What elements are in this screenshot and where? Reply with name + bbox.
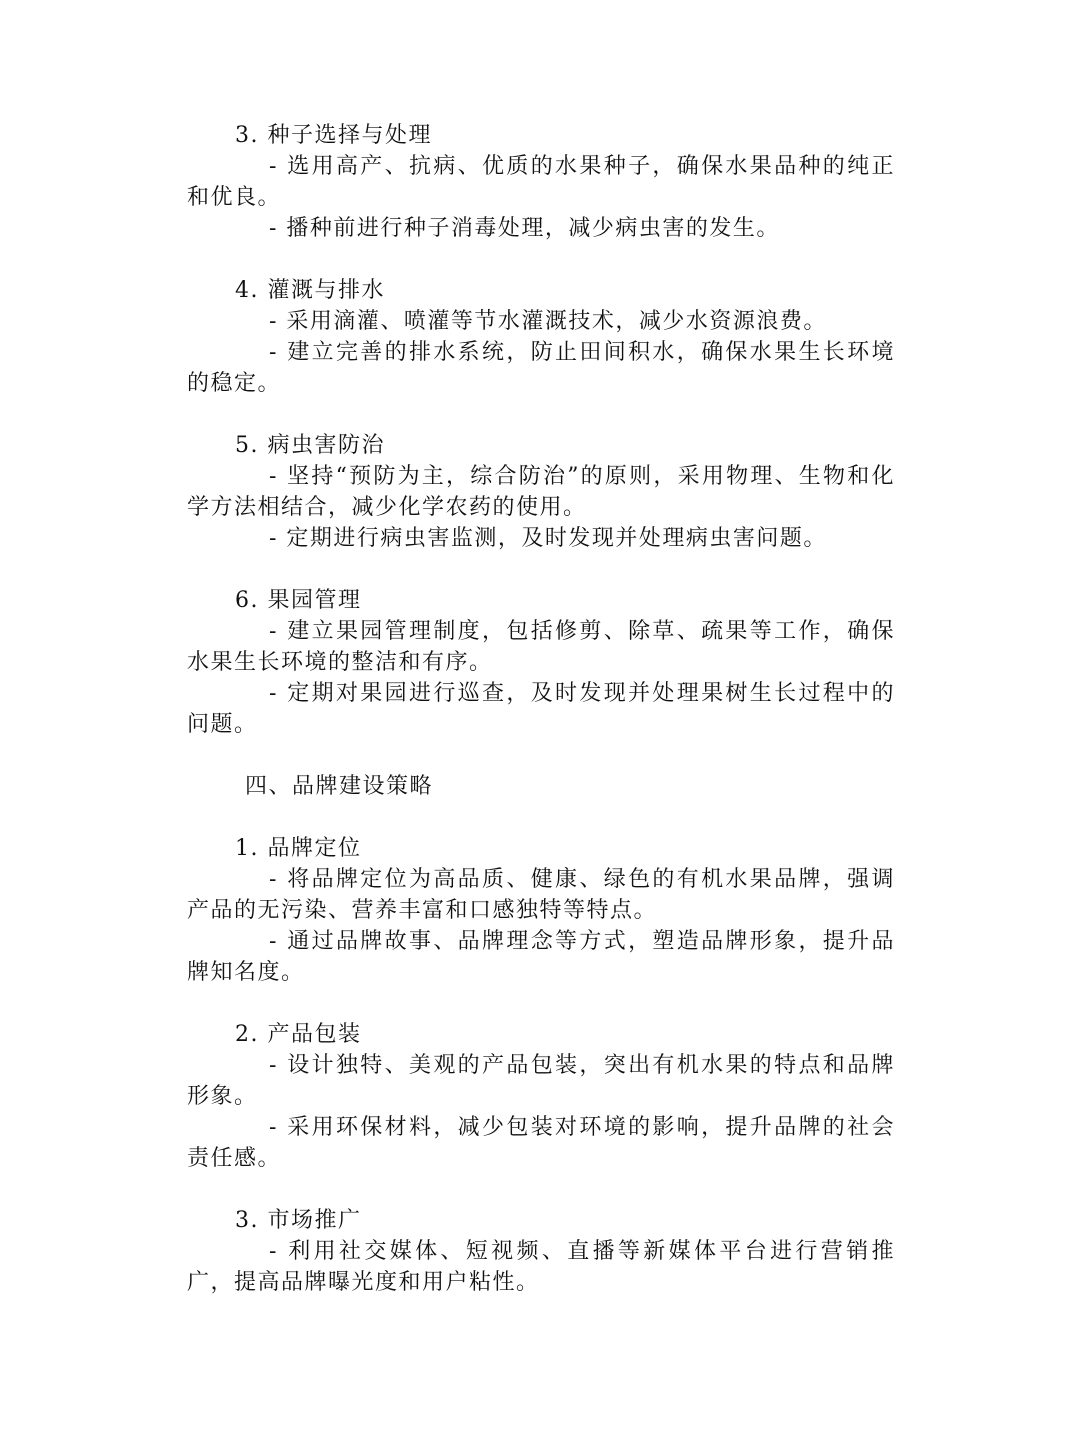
bullet-paragraph: - 建立果园管理制度，包括修剪、除草、疏果等工作，确保水果生长环境的整洁和有序。 xyxy=(187,619,895,675)
section-irrigation xyxy=(187,275,895,399)
bullet-paragraph: - 建立完善的排水系统，防止田间积水，确保水果生长环境的稳定。 xyxy=(187,340,895,396)
bullet-paragraph: - 播种前进行种子消毒处理，减少病虫害的发生。 xyxy=(269,216,780,241)
bullet-paragraph: - 定期对果园进行巡查，及时发现并处理果树生长过程中的问题。 xyxy=(187,681,895,737)
bullet-paragraph: - 定期进行病虫害监测，及时发现并处理病虫害问题。 xyxy=(269,526,827,551)
section-seed-selection xyxy=(187,120,895,244)
section-market-promotion xyxy=(187,1205,895,1298)
bullet-paragraph: - 设计独特、美观的产品包装，突出有机水果的特点和品牌形象。 xyxy=(187,1053,895,1109)
part-title: 四、品牌建设策略 xyxy=(245,774,434,799)
section-heading: 4. 灌溉与排水 xyxy=(235,278,385,303)
section-heading: 6. 果园管理 xyxy=(235,588,362,613)
section-orchard-management xyxy=(187,585,895,740)
bullet-paragraph: - 采用环保材料，减少包装对环境的影响，提升品牌的社会责任感。 xyxy=(187,1115,895,1171)
section-heading: 3. 种子选择与处理 xyxy=(235,123,432,148)
bullet-paragraph: - 通过品牌故事、品牌理念等方式，塑造品牌形象，提升品牌知名度。 xyxy=(187,929,895,985)
bullet-paragraph: - 将品牌定位为高品质、健康、绿色的有机水果品牌，强调产品的无污染、营养丰富和口感独特等特点。 xyxy=(187,867,895,923)
section-pest-control xyxy=(187,430,895,554)
section-product-packaging xyxy=(187,1019,895,1174)
section-heading: 2. 产品包装 xyxy=(235,1022,362,1047)
bullet-paragraph: - 选用高产、抗病、优质的水果种子，确保水果品种的纯正和优良。 xyxy=(187,154,895,210)
section-heading: 1. 品牌定位 xyxy=(235,836,362,861)
bullet-paragraph: - 采用滴灌、喷灌等节水灌溉技术，减少水资源浪费。 xyxy=(269,309,827,334)
bullet-paragraph: - 坚持“预防为主，综合防治”的原则，采用物理、生物和化学方法相结合，减少化学农药的使用。 xyxy=(187,464,895,520)
section-heading: 3. 市场推广 xyxy=(235,1208,362,1233)
section-heading: 5. 病虫害防治 xyxy=(235,433,385,458)
document-body xyxy=(187,120,895,1329)
section-brand-positioning xyxy=(187,833,895,988)
bullet-paragraph: - 利用社交媒体、短视频、直播等新媒体平台进行营销推广，提高品牌曝光度和用户粘性。 xyxy=(187,1239,895,1295)
part-title-block xyxy=(187,771,895,802)
